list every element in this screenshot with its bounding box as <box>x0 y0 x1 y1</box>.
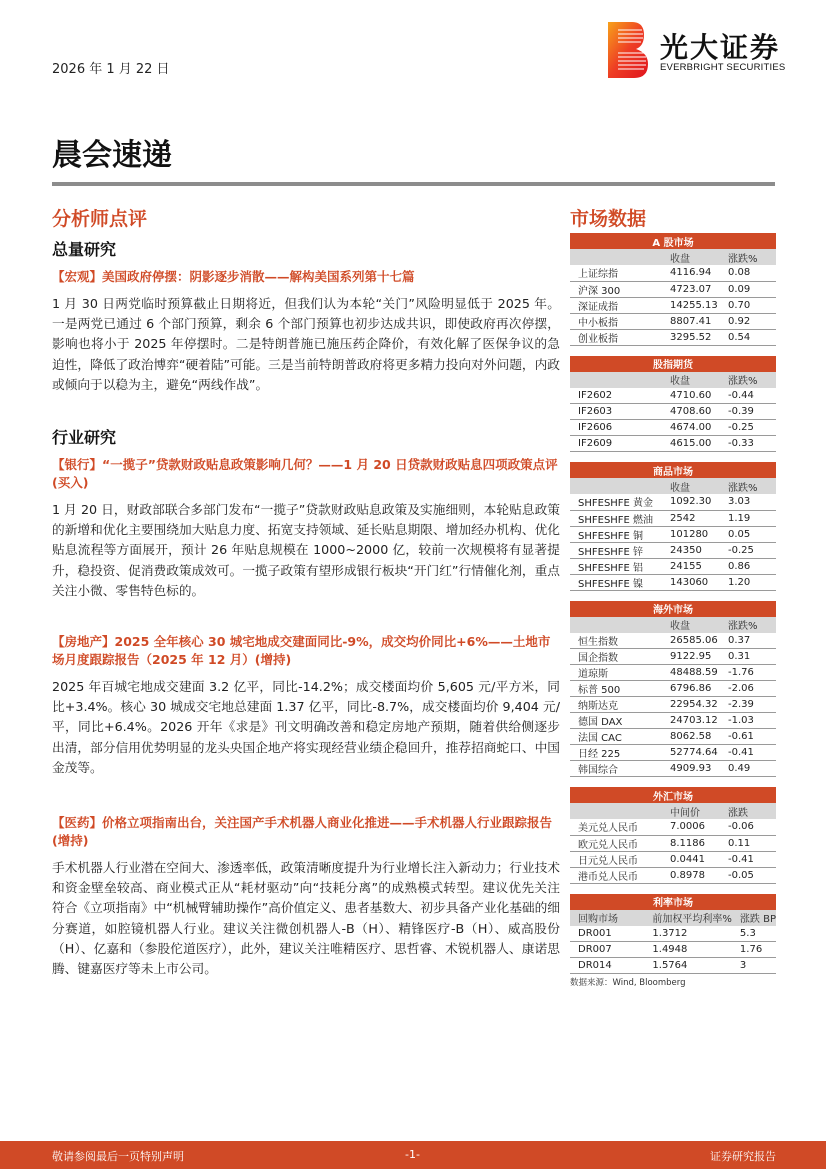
table-row <box>570 819 776 835</box>
row-label: SHFESHFE 铝 <box>570 558 662 574</box>
column-header: 收盘 <box>662 617 720 633</box>
row-value: 9122.95 <box>662 649 720 665</box>
column-header: 收盘 <box>662 478 720 494</box>
row-label: DR001 <box>570 926 644 942</box>
logo-chinese-name: 光大证券 <box>660 31 781 64</box>
table-row <box>570 494 776 510</box>
row-value: 1.3712 <box>644 926 732 942</box>
row-change: -0.05 <box>720 867 776 883</box>
row-value: 8062.58 <box>662 729 720 745</box>
row-label: 道琼斯 <box>570 665 662 681</box>
row-change: -0.33 <box>720 436 776 452</box>
row-value: 4723.07 <box>662 281 720 297</box>
table-row <box>570 265 776 281</box>
row-label: IF2606 <box>570 420 662 436</box>
column-header: 涨跌% <box>720 249 776 265</box>
column-header <box>570 478 662 494</box>
row-value: 6796.86 <box>662 681 720 697</box>
column-header: 前加权平均利率% <box>644 910 732 926</box>
row-value: 4708.60 <box>662 404 720 420</box>
article-title[interactable]: 【银行】“一揽子”贷款财政贴息政策影响几何？——1 月 20 日贷款财政贴息四项政策点评(买入) <box>52 457 558 491</box>
row-change: 0.70 <box>720 297 776 313</box>
row-change: 0.05 <box>720 526 776 542</box>
row-label: IF2603 <box>570 404 662 420</box>
column-header: 涨跌 <box>720 803 776 819</box>
row-label: 日元兑人民币 <box>570 851 662 867</box>
row-value: 14255.13 <box>662 297 720 313</box>
column-header: 中间价 <box>662 803 720 819</box>
article-body: 1 月 30 日两党临时预算截止日期将近，但我们认为本轮“关门”风险明显低于 2025 年。一是两党已通过 6 个部门预算，剩余 6 个部门预算也初步达成共识，即使政府再次停摆，影响也将小于 2025 年停摆时。二是特朗普施已施压药企降价，有效化解了医保争议的急迫性，降低了政治博弈“硬着陆”可能。三是当前特朗普政府将更多精力投向对外问题，内政或倾向于以稳为主，避免“两线作战”。 <box>52 296 560 392</box>
row-label: 纳斯达克 <box>570 697 662 713</box>
row-change: -0.25 <box>720 420 776 436</box>
row-value: 3295.52 <box>662 329 720 345</box>
row-change: -0.41 <box>720 851 776 867</box>
table-row <box>570 867 776 883</box>
analyst-commentary <box>52 204 560 979</box>
row-value: 0.0441 <box>662 851 720 867</box>
row-label: IF2609 <box>570 436 662 452</box>
table-title: 海外市场 <box>570 601 776 617</box>
row-label: 恒生指数 <box>570 633 662 649</box>
row-label: SHFESHFE 铜 <box>570 526 662 542</box>
row-change: 1.76 <box>732 942 776 958</box>
table-column-headers <box>570 478 776 494</box>
table-row <box>570 313 776 329</box>
market-table <box>570 233 776 346</box>
column-header <box>570 372 662 388</box>
table-row <box>570 697 776 713</box>
row-change: 0.11 <box>720 835 776 851</box>
column-header: 收盘 <box>662 372 720 388</box>
data-source: 数据来源：Wind, Bloomberg <box>570 978 686 988</box>
article-body: 手术机器人行业潜在空间大、渗透率低，政策清晰度提升为行业增长注入新动力；行业技术和资金壁垒较高、商业模式正从“耗材驱动”向“技耗分离”的成熟模式转型。建议优先关注符合《立项指南》中“机械臂辅助操作”高价值定义、患者基数大、初步具备产业化基础的细分赛道，如腔镜机器人行业。建议关注微创机器人-B（H）、精锋医疗-B（H）、威高股份（H）、亿嘉和（参股佗道医疗），此外，建议关注唯精医疗、思哲睿、术锐机器人、康诺思腾、键嘉医疗等未上市公司。 <box>52 860 560 977</box>
table-row <box>570 297 776 313</box>
column-header: 收盘 <box>662 249 720 265</box>
row-change: 0.31 <box>720 649 776 665</box>
row-label: SHFESHFE 燃油 <box>570 510 662 526</box>
row-change: 0.92 <box>720 313 776 329</box>
row-change: -1.03 <box>720 713 776 729</box>
market-tables <box>570 233 776 974</box>
article-title[interactable]: 【房地产】2025 全年核心 30 城宅地成交建面同比-9%，成交均价同比+6%——土地市场月度跟踪报告（2025 年 12 月）(增持) <box>52 634 551 668</box>
row-change: -1.76 <box>720 665 776 681</box>
table-row <box>570 510 776 526</box>
title-divider <box>52 182 775 186</box>
row-change: 3.03 <box>720 494 776 510</box>
row-value: 24155 <box>662 558 720 574</box>
row-label: 标普 500 <box>570 681 662 697</box>
table-row <box>570 835 776 851</box>
table-title: 利率市场 <box>570 894 776 910</box>
row-change: -0.44 <box>720 388 776 404</box>
row-label: 美元兑人民币 <box>570 819 662 835</box>
table-column-headers <box>570 249 776 265</box>
table-row <box>570 681 776 697</box>
row-value: 7.0006 <box>662 819 720 835</box>
row-value: 22954.32 <box>662 697 720 713</box>
page-footer <box>0 1141 826 1169</box>
column-header <box>570 249 662 265</box>
row-label: IF2602 <box>570 388 662 404</box>
row-value: 1092.30 <box>662 494 720 510</box>
table-row <box>570 761 776 777</box>
table-row <box>570 926 776 942</box>
row-change: 0.86 <box>720 558 776 574</box>
row-label: 国企指数 <box>570 649 662 665</box>
row-change: 0.49 <box>720 761 776 777</box>
market-table <box>570 894 776 975</box>
row-value: 24703.12 <box>662 713 720 729</box>
table-row <box>570 649 776 665</box>
table-column-headers <box>570 372 776 388</box>
table-title: 商品市场 <box>570 462 776 478</box>
row-value: 4615.00 <box>662 436 720 452</box>
row-value: 101280 <box>662 526 720 542</box>
row-value: 1.5764 <box>644 958 732 974</box>
row-label: 港币兑人民币 <box>570 867 662 883</box>
row-value: 4116.94 <box>662 265 720 281</box>
column-header: 涨跌% <box>720 372 776 388</box>
table-row <box>570 942 776 958</box>
table-row <box>570 526 776 542</box>
page-title: 晨会速递 <box>52 138 172 173</box>
row-label: 中小板指 <box>570 313 662 329</box>
section-title: 分析师点评 <box>52 208 148 230</box>
row-change: 1.19 <box>720 510 776 526</box>
table-row <box>570 436 776 452</box>
article-title[interactable]: 【医药】价格立项指南出台，关注国产手术机器人商业化推进——手术机器人行业跟踪报告(增持) <box>52 815 553 849</box>
table-row <box>570 851 776 867</box>
table-row <box>570 745 776 761</box>
category-title: 总量研究 <box>52 240 117 259</box>
row-label: SHFESHFE 锌 <box>570 542 662 558</box>
article-body: 2025 年百城宅地成交建面 3.2 亿平，同比-14.2%；成交楼面均价 5,605 元/平方米，同比+3.4%。核心 30 城成交宅地总建面 1.37 亿平，同比-8.7%，成交楼面均价 9,404 元/平，同比+6.4%。2026 开年《求是》刊文明确改善和稳定房地产预期，随着供给侧逐步出清，部分信用优势明显的龙头央国企地产将实现经营业绩企稳回升，推荐招商蛇口、中国金茂等。 <box>52 679 560 775</box>
row-change: 5.3 <box>732 926 776 942</box>
row-label: 创业板指 <box>570 329 662 345</box>
article-title[interactable]: 【宏观】美国政府停摆：阴影逐步消散——解构美国系列第十七篇 <box>52 269 415 284</box>
row-value: 0.8978 <box>662 867 720 883</box>
row-value: 4909.93 <box>662 761 720 777</box>
footer-disclaimer: 敬请参阅最后一页特别声明 <box>52 1150 184 1163</box>
row-change: -2.06 <box>720 681 776 697</box>
table-row <box>570 713 776 729</box>
table-row <box>570 574 776 590</box>
row-label: DR007 <box>570 942 644 958</box>
market-data-panel <box>570 204 776 988</box>
row-value: 1.4948 <box>644 942 732 958</box>
table-row <box>570 665 776 681</box>
row-label: 欧元兑人民币 <box>570 835 662 851</box>
column-header: 回购市场 <box>570 910 644 926</box>
market-data-title: 市场数据 <box>570 208 647 230</box>
table-row <box>570 420 776 436</box>
report-date: 2026 年 1 月 22 日 <box>52 62 170 77</box>
row-value: 48488.59 <box>662 665 720 681</box>
row-change: 3 <box>732 958 776 974</box>
row-value: 8807.41 <box>662 313 720 329</box>
row-value: 4710.60 <box>662 388 720 404</box>
row-change: 0.09 <box>720 281 776 297</box>
table-row <box>570 542 776 558</box>
everbright-logo-mark-icon <box>608 22 648 78</box>
row-label: 沪深 300 <box>570 281 662 297</box>
row-label: SHFESHFE 黄金 <box>570 494 662 510</box>
row-value: 4674.00 <box>662 420 720 436</box>
logo-english-name: EVERBRIGHT SECURITIES <box>660 62 786 73</box>
row-change: -0.39 <box>720 404 776 420</box>
table-column-headers <box>570 803 776 819</box>
category-title: 行业研究 <box>52 428 117 448</box>
row-label: 深证成指 <box>570 297 662 313</box>
column-header: 涨跌% <box>720 617 776 633</box>
row-change: 0.08 <box>720 265 776 281</box>
row-value: 26585.06 <box>662 633 720 649</box>
row-label: 上证综指 <box>570 265 662 281</box>
everbright-logo <box>608 22 808 78</box>
row-label: 韩国综合 <box>570 761 662 777</box>
table-row <box>570 329 776 345</box>
row-label: DR014 <box>570 958 644 974</box>
market-table <box>570 462 776 591</box>
column-header: 涨跌 BP <box>732 910 776 926</box>
row-change: -0.06 <box>720 819 776 835</box>
table-row <box>570 729 776 745</box>
table-row <box>570 633 776 649</box>
row-change: -0.61 <box>720 729 776 745</box>
table-column-headers <box>570 617 776 633</box>
article-body: 1 月 20 日，财政部联合多部门发布“一揽子”贷款财政贴息政策及实施细则，本轮贴息政策的新增和优化主要围绕加大贴息力度、拓宽支持领域、延长贴息期限、增加经办机构、优化贴息流程等方面展开，预计 26 年贴息规模在 1000~2000 亿，较前一次规模将有显著提升，稳投资、促消费政策成效可。一揽子政策有望形成银行板块“开门红”行情催化剂，重点关注小微、零售特色标的。 <box>52 502 560 598</box>
row-value: 8.1186 <box>662 835 720 851</box>
row-label: SHFESHFE 镍 <box>570 574 662 590</box>
page-number: -1- <box>405 1148 420 1161</box>
row-value: 2542 <box>662 510 720 526</box>
table-row <box>570 958 776 974</box>
table-column-headers <box>570 910 776 926</box>
column-header: 涨跌% <box>720 478 776 494</box>
row-change: 0.54 <box>720 329 776 345</box>
table-row <box>570 388 776 404</box>
row-label: 法国 CAC <box>570 729 662 745</box>
table-title: 股指期货 <box>570 356 776 372</box>
row-change: -2.39 <box>720 697 776 713</box>
market-table <box>570 787 776 884</box>
market-table <box>570 356 776 453</box>
row-change: -0.41 <box>720 745 776 761</box>
row-label: 德国 DAX <box>570 713 662 729</box>
table-title: 外汇市场 <box>570 787 776 803</box>
row-value: 24350 <box>662 542 720 558</box>
table-row <box>570 404 776 420</box>
table-row <box>570 281 776 297</box>
column-header <box>570 617 662 633</box>
market-table <box>570 601 776 778</box>
row-label: 日经 225 <box>570 745 662 761</box>
footer-report-type: 证券研究报告 <box>710 1150 776 1163</box>
row-change: 0.37 <box>720 633 776 649</box>
table-title: A 股市场 <box>570 233 776 249</box>
row-value: 52774.64 <box>662 745 720 761</box>
row-value: 143060 <box>662 574 720 590</box>
table-row <box>570 558 776 574</box>
row-change: 1.20 <box>720 574 776 590</box>
row-change: -0.25 <box>720 542 776 558</box>
column-header <box>570 803 662 819</box>
